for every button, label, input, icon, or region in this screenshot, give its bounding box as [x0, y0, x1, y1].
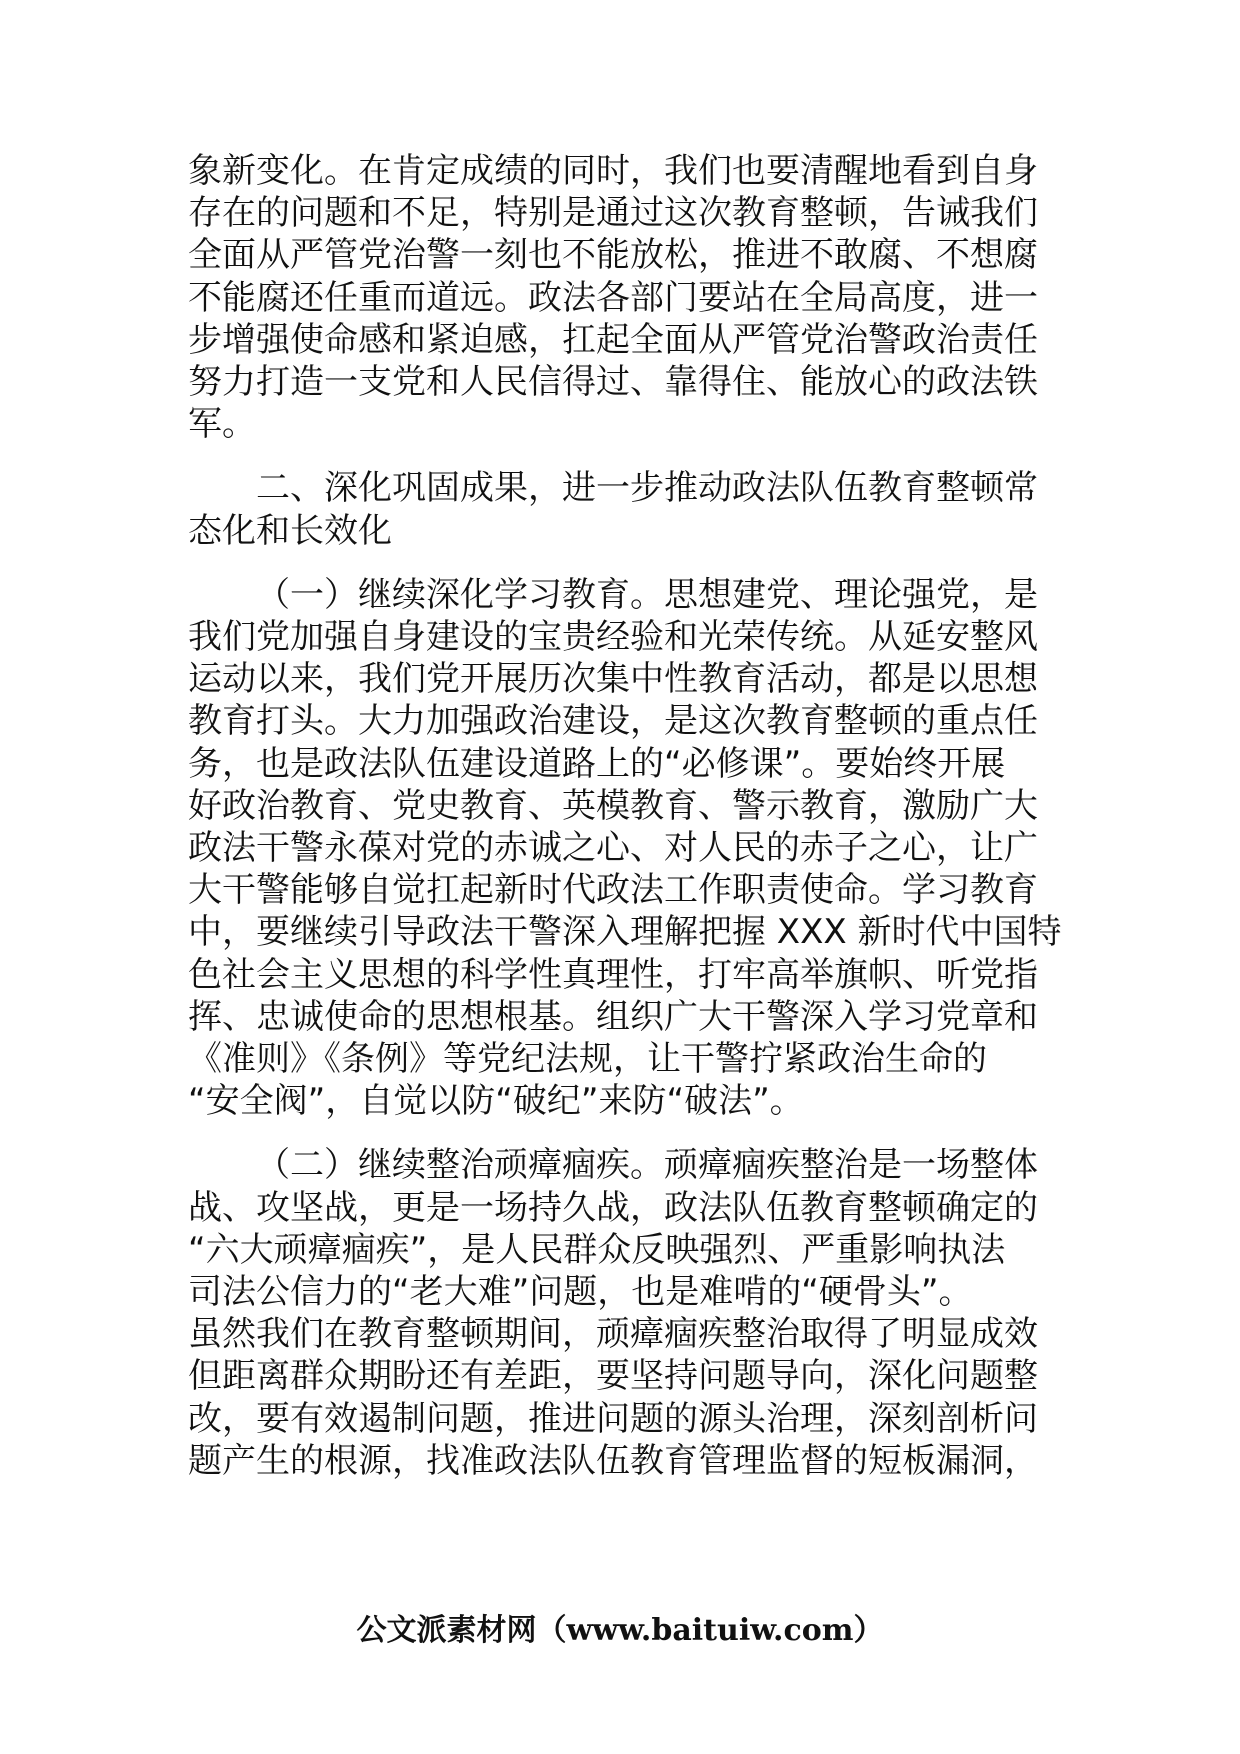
text-line: 中，要继续引导政法干警深入理解把握 XXX 新时代中国特: [188, 912, 1062, 953]
text-line: 务，也是政法队伍建设道路上的“必修课”。要始终开展: [188, 743, 1006, 784]
text-line: 司法公信力的“老大难”问题，也是难啃的“硬骨头”。: [188, 1272, 973, 1313]
text-line: 《准则》《条例》等党纪法规，让干警拧紧政治生命的: [188, 1039, 987, 1080]
text-line: 政法干警永葆对党的赤诚之心、对人民的赤子之心，让广: [188, 828, 1038, 869]
text-line: （一）继续深化学习教育。思想建党、理论强党，是: [256, 574, 1038, 615]
text-line: 我们党加强自身建设的宝贵经验和光荣传统。从延安整风: [188, 617, 1038, 658]
text-line: 教育打头。大力加强政治建设，是这次教育整顿的重点任: [188, 701, 1038, 742]
text-line: 二、深化巩固成果，进一步推动政法队伍教育整顿常: [256, 468, 1038, 509]
document-body: [188, 150, 1062, 1482]
text-line: 不能腐还任重而道远。政法各部门要站在全局高度，进一: [188, 277, 1038, 318]
text-line: （二）继续整治顽瘴痼疾。顽瘴痼疾整治是一场整体: [256, 1145, 1038, 1186]
text-line: 态化和长效化: [188, 510, 392, 551]
footer-watermark: 公文派素材网（www.baituiw.com）: [356, 1613, 884, 1648]
text-line: 战、攻坚战，更是一场持久战，政法队伍教育整顿确定的: [188, 1187, 1038, 1228]
body-paragraph: [188, 574, 1062, 1123]
text-line: 存在的问题和不足，特别是通过这次教育整顿，告诫我们: [188, 193, 1038, 234]
text-line: 努力打造一支党和人民信得过、靠得住、能放心的政法铁: [188, 362, 1038, 403]
text-line: 运动以来，我们党开展历次集中性教育活动，都是以思想: [188, 659, 1038, 700]
text-line: 军。: [188, 404, 256, 445]
text-line: 挥、忠诚使命的思想根基。组织广大干警深入学习党章和: [188, 996, 1038, 1037]
text-line: “六大顽瘴痼疾”，是人民群众反映强烈、严重影响执法: [188, 1229, 1006, 1270]
text-line: 好政治教育、党史教育、英模教育、警示教育，激励广大: [188, 785, 1038, 826]
body-paragraph: [188, 150, 1054, 445]
text-line: 虽然我们在教育整顿期间，顽瘴痼疾整治取得了明显成效: [188, 1314, 1038, 1355]
text-line: “安全阀”，自觉以防“破纪”来防“破法”。: [188, 1081, 804, 1122]
text-line: 大干警能够自觉扛起新时代政法工作职责使命。学习教育: [188, 870, 1038, 911]
text-line: 但距离群众期盼还有差距，要坚持问题导向，深化问题整: [188, 1356, 1038, 1397]
text-line: 步增强使命感和紧迫感，扛起全面从严管党治警政治责任: [188, 319, 1038, 360]
body-paragraph: [188, 467, 1054, 551]
text-line: 象新变化。在肯定成绩的同时，我们也要清醒地看到自身: [188, 151, 1038, 191]
text-line: 全面从严管党治警一刻也不能放松，推进不敢腐、不想腐: [188, 235, 1038, 276]
text-line: 题产生的根源，找准政法队伍教育管理监督的短板漏洞，: [188, 1440, 1038, 1481]
text-line: 改，要有效遏制问题，推进问题的源头治理，深刻剖析问: [188, 1398, 1038, 1439]
body-paragraph: [188, 1144, 1054, 1482]
text-line: 色社会主义思想的科学性真理性，打牢高举旗帜、听党指: [188, 954, 1038, 995]
